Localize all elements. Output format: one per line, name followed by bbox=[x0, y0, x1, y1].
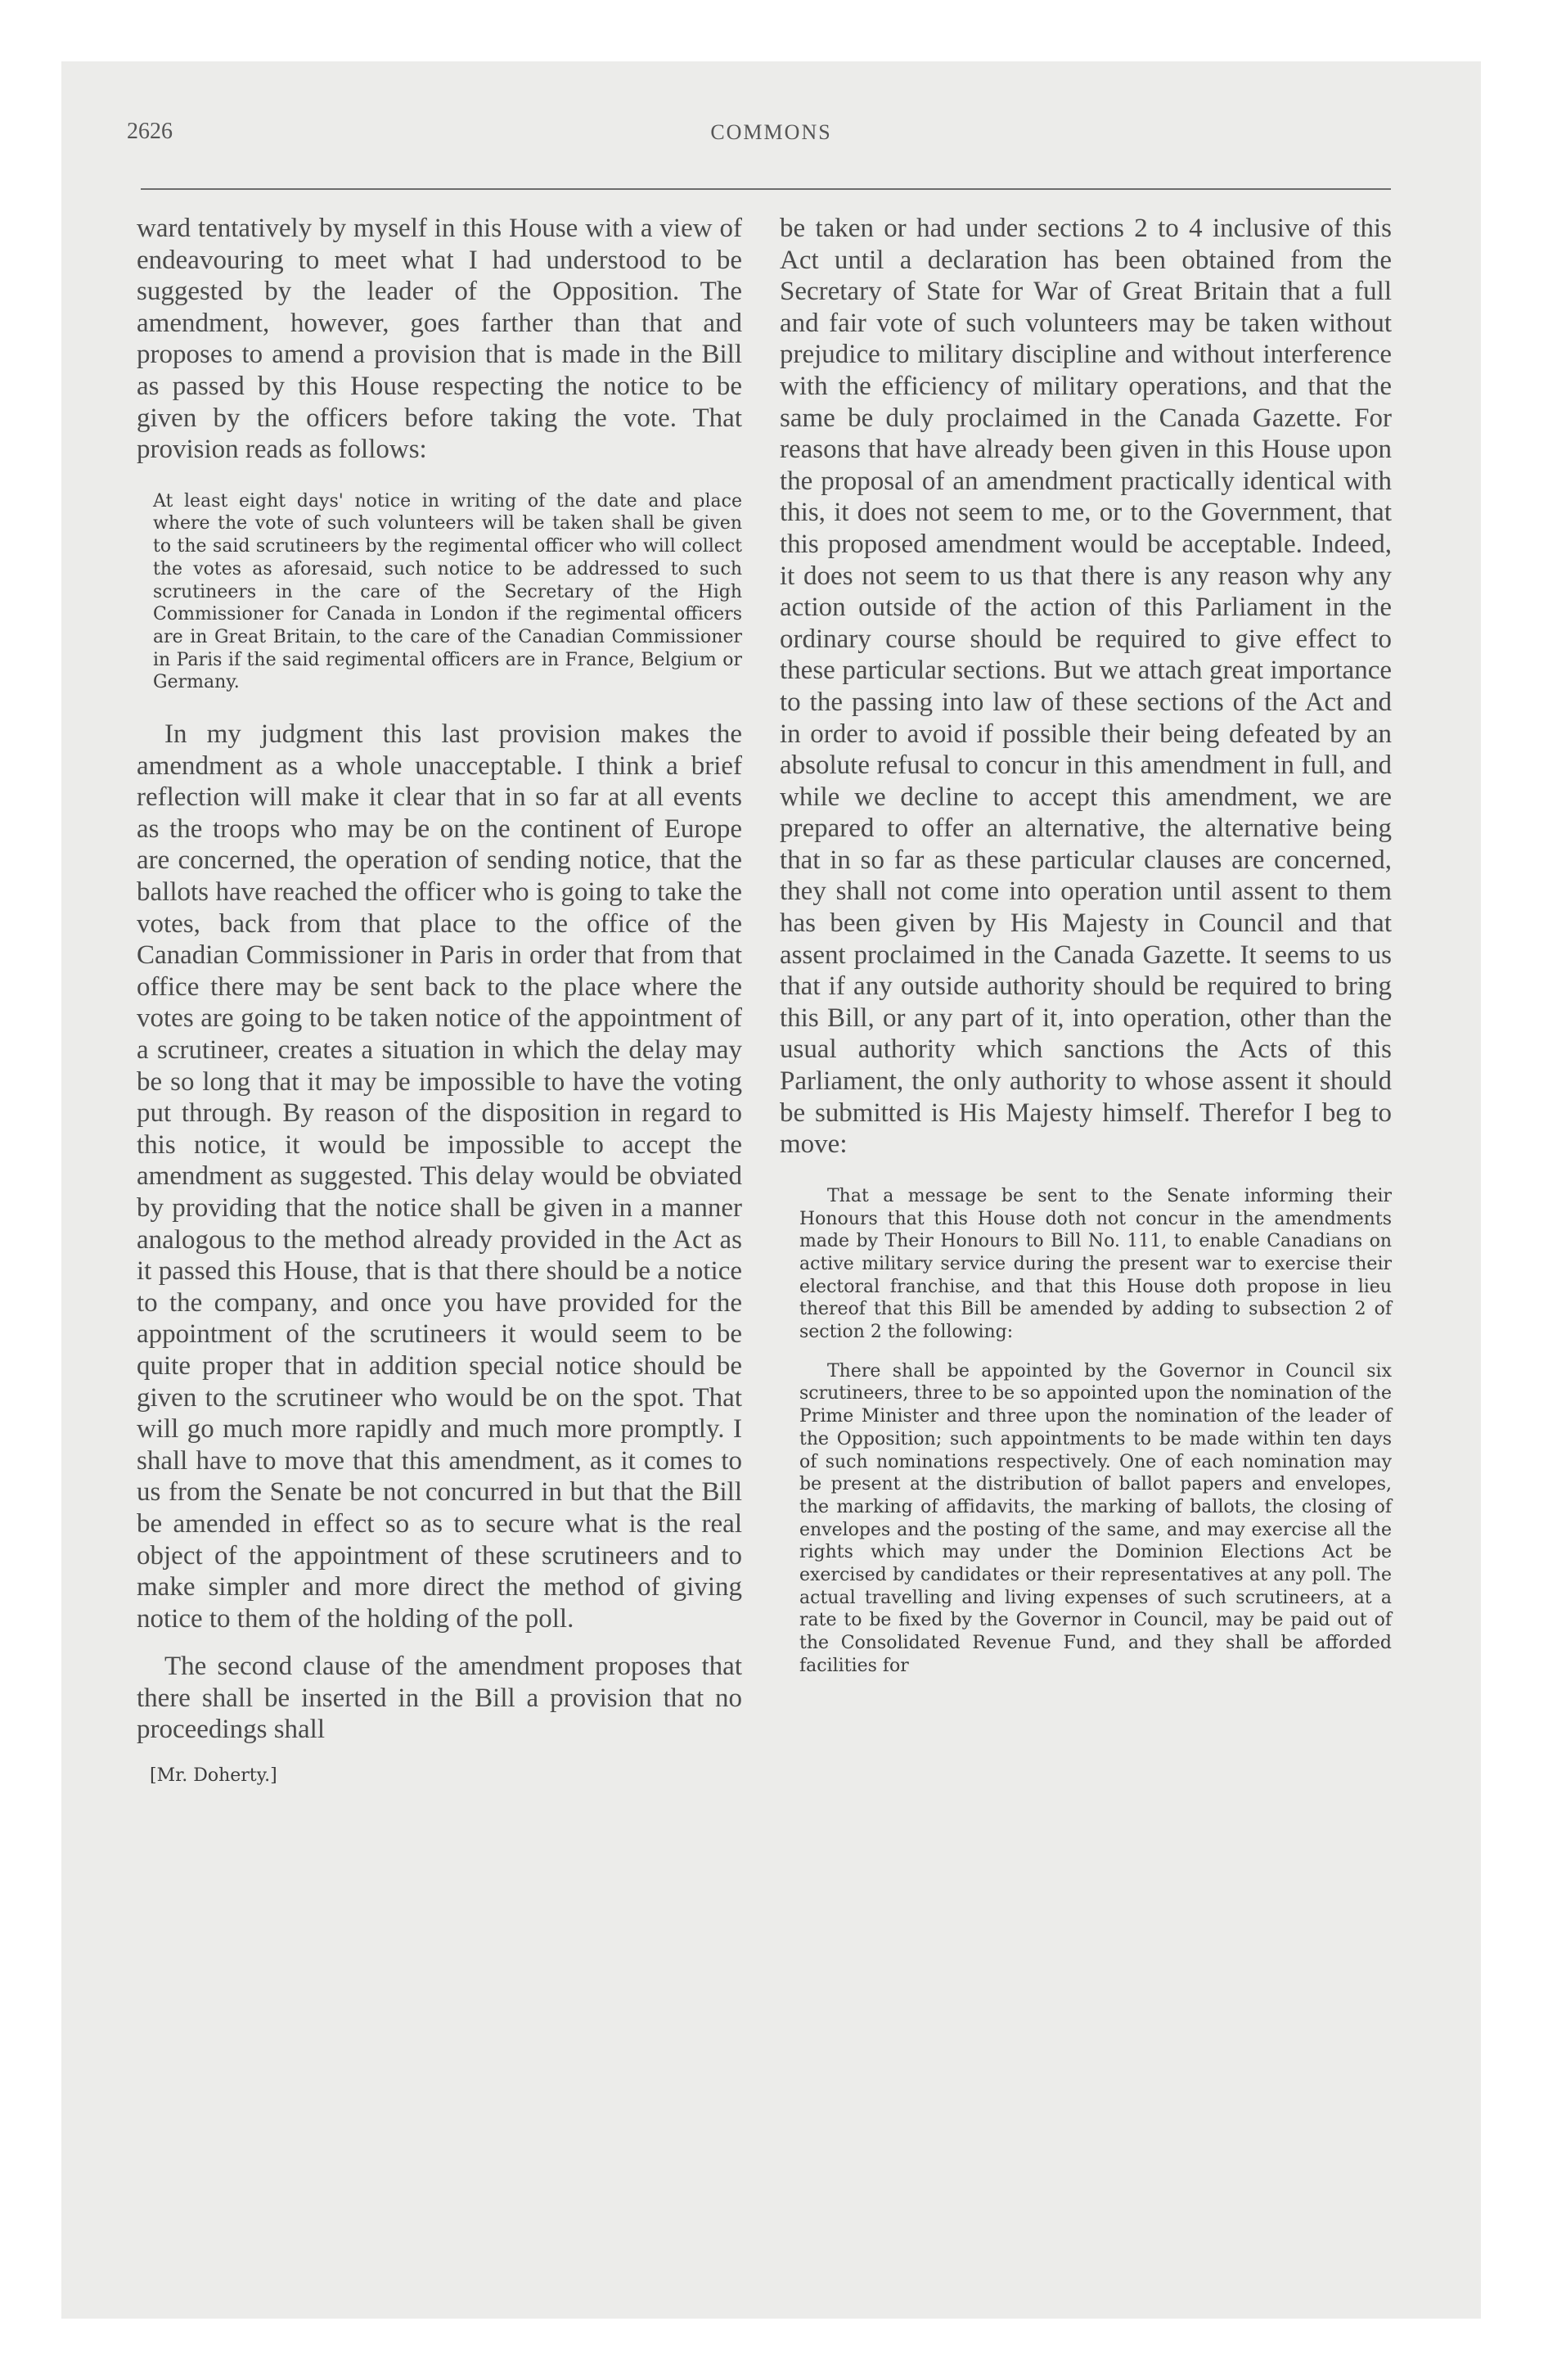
right-paragraph-1: be taken or had under sections 2 to 4 inclusive of this Act until a declaration has been obtained from the Secretary of State for War of Great Britain that a full and fair vote of such volunteers may be taken without prejudice to military discipline and without interference with the efficiency of military operations, and that the same be duly proclaimed in the Canada Gazette. For reasons that have already been given in this House upon the proposal of an amendment practically identical with this, it does not seem to me, or to the Government, that this proposed amendment would be acceptable. Indeed, it does not seem to us that there is any reason why any action outside of the action of this Parliament in the ordinary course should be required to give effect to these particular sections. But we attach great importance to the passing into law of these sections of the Act and in order to avoid if possible their being defeated by an absolute refusal to concur in this amendment in full, and while we decline to accept this amendment, we are prepared to offer an alternative, the alternative being that in so far as these particular clauses are concerned, they shall not come into operation until assent to them has been given by His Majesty in Council and that assent proclaimed in the Canada Gazette. It seems to us that if any outside authority should be required to bring this Bill, or any part of it, into operation, other than the usual authority which sanctions the Acts of this Parliament, the only authority to whose assent it should be submitted is His Majesty himself. Therefor I beg to move: bbox=[780, 214, 1392, 1160]
left-paragraph-3: The second clause of the amendment proposes that there shall be inserted in the Bill a provision that no proceedings shall bbox=[137, 1652, 742, 1745]
page-scan bbox=[61, 61, 1481, 2319]
page-number: 2626 bbox=[127, 119, 173, 144]
running-head: COMMONS bbox=[710, 120, 832, 144]
header-rule bbox=[141, 188, 1391, 190]
page-header bbox=[61, 119, 1481, 151]
quoted-provision: At least eight days' notice in writing of the date and place where the vote of such volunteers will be taken shall be given to the said scrutineers by the regimental officer who will collect the votes as aforesaid, such notice to be addressed to such scrutineers in the care of the Secretary of the High Commissioner for Canada in London if the regimental officers are in Great Britain, to the care of the Canadian Commissioner in Paris if the said regimental officers are in France, Belgium or Germany. bbox=[153, 490, 742, 693]
right-column bbox=[780, 213, 1392, 1678]
left-paragraph-1: ward tentatively by myself in this House with a view of endeavouring to meet what I had understood to be suggested by the leader of the Opposition. The amendment, however, goes farther than that and proposes to amend a provision that is made in the Bill as passed by this House respecting the notice to be given by the officers before taking the vote. That provision reads as follows: bbox=[137, 214, 742, 465]
left-paragraph-2: In my judgment this last provision makes the amendment as a whole unacceptable. I think a brief reflection will make it clear that in so far at all events as the troops who may be on the continent of Europe are concerned, the operation of sending notice, that the ballots have reached the officer who is going to take the votes, back from that place to the office of the Canadian Commissioner in Paris in order that from that office there may be sent back to the place where the votes are going to be taken notice of the appointment of a scrutineer, creates a situation in which the delay may be so long that it may be impossible to have the voting put through. By reason of the disposition in regard to this notice, it would be impossible to accept the amendment as suggested. This delay would be obviated by providing that the notice shall be given in a manner analogous to the method already provided in the Act as it passed this House, that is that there should be a notice to the company, and once you have provided for the appointment of the scrutineers it would seem to be quite proper that in addition special notice should be given to the scrutineer who would be on the spot. That will go much more rapidly and much more promptly. I shall have to move that this amendment, as it comes to us from the Senate be not concurred in but that the Bill be amended in effect so as to secure what is the real object of the appointment of these scrutineers and to make simpler and more direct the method of giving notice to them of the holding of the poll. bbox=[137, 719, 742, 1634]
motion-text: That a message be sent to the Senate informing their Honours that this House doth not concur in the amendments made by Their Honours to Bill No. 111, to enable Canadians on active military service during the present war to exercise their electoral franchise, and that this House doth propose in lieu thereof that this Bill be amended by adding to subsection 2 of section 2 the following: bbox=[799, 1185, 1392, 1343]
speaker-attribution: [Mr. Doherty.] bbox=[150, 1765, 277, 1787]
left-column bbox=[137, 213, 742, 1786]
provision-text: There shall be appointed by the Governor in Council six scrutineers, three to be so appointed upon the nomination of the Prime Minister and three upon the nomination of the leader of the Opposition; such appointments to be made within ten days of such nominations respectively. One of each nomination may be present at the distribution of ballot papers and envelopes, the marking of affidavits, the marking of ballots, the closing of envelopes and the posting of the same, and may exercise all the rights which may under the Dominion Elections Act be exercised by candidates or their representatives at any poll. The actual travelling and living expenses of such scrutineers, at a rate to be fixed by the Governor in Council, may be paid out of the Consolidated Revenue Fund, and they shall be afforded facilities for bbox=[799, 1360, 1392, 1676]
